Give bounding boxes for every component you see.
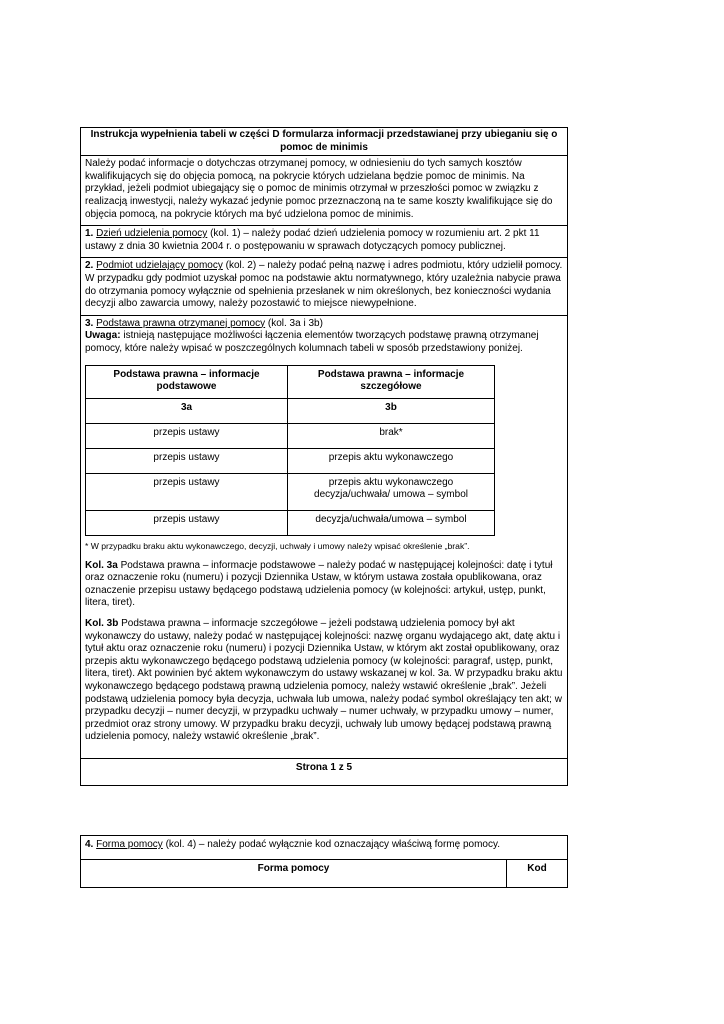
kol-3b-paragraph xyxy=(85,618,563,754)
section-2-paragraph xyxy=(85,260,563,310)
section-4-text: (kol. 4) – należy podać wyłącznie kod oznaczający właściwą formę pomocy. xyxy=(162,839,500,850)
section-1 xyxy=(81,226,567,258)
table-footnote: * W przypadku braku aktu wykonawczego, decyzji, uchwały i umowy należy wpisać określenie „brak”. xyxy=(85,540,470,551)
section-1-text: (kol. 1) – należy podać dzień udzielenia pomocy w rozumieniu art. 2 pkt 11 ustawy z dnia 30 kwietnia 2004 r. o postępowaniu w sprawach dotyczących pomocy publicznej. xyxy=(85,228,540,252)
section-2-number: 2. xyxy=(85,260,94,272)
section-3-heading xyxy=(85,318,563,331)
section-3 xyxy=(81,316,567,759)
table-cell: przepis ustawy xyxy=(86,423,288,448)
section-4 xyxy=(81,836,567,860)
kol-3a-label: Kol. 3a xyxy=(85,559,118,571)
section-2-text: (kol. 2) – należy podać pełną nazwę i adres podmiotu, który udzielił pomocy. W przypadku gdy podmiot uzyskał pomoc na podstawie aktu normatywnego, który uzależnia nabycie prawa do otrzymania pomocy wyłącznie od spełnienia przesłanek w nim określonych, bez konieczności wydania decyzji albo zawarcia umowy, należy pozostawić to miejsce niewypełnione. xyxy=(85,260,563,310)
intro-paragraph xyxy=(81,156,567,226)
section-1-number: 1. xyxy=(85,228,94,240)
table-cell: przepis ustawy xyxy=(86,473,288,510)
table-cell: przepis ustawy xyxy=(86,510,288,535)
page-number: Strona 1 z 5 xyxy=(295,762,353,773)
section-1-paragraph xyxy=(85,228,563,253)
table-cell: przepis ustawy xyxy=(86,448,288,473)
section-2-term: Podmiot udzielający pomocy xyxy=(96,260,223,272)
form-of-aid-header-row xyxy=(81,860,567,887)
column-form-of-aid: Forma pomocy xyxy=(81,860,507,887)
table-header-row xyxy=(86,365,495,398)
kol-3b-text: Podstawa prawna – informacje szczegółowe – jeżeli podstawą udzielenia pomocy był akt wykonawczy do ustawy, należy podać w następującej kolejności: nazwę organu wydającego akt, datę aktu i tytuł aktu oraz oznaczenie roku (numeru) i pozycji Dziennika Ustaw, w którym akt został opublikowany, oraz przepis aktu wykonawczego będącego podstawą udzielenia pomocy (w kolejności: paragraf, ustęp, punkt, litera, tiret). Akt powinien być aktem wykonawczym do ustawy wskazanej w kol. 3a. W przypadku braku aktu wykonawczego będącego podstawą prawną udzielenia pomocy, należy wstawić określenie „brak”. Jeżeli podstawą udzielenia pomocy była decyzja, uchwała lub umowa, należy podać symbol określający ten akt; w przypadku decyzji – numer decyzji, w przypadku uchwały – numer uchwały, w przypadku umowy – numer, przedmiot oraz strony umowy. W przypadku braku decyzji, uchwały lub umowy będącej podstawą prawną udzielenia pomocy, należy wstawić określenie „brak”. xyxy=(85,618,563,743)
section-3-term: Podstawa prawna otrzymanej pomocy xyxy=(96,317,266,329)
header-detailed: Podstawa prawna – informacje szczegółowe xyxy=(288,365,495,398)
table-row xyxy=(86,423,495,448)
table-code-row xyxy=(86,398,495,423)
legal-basis-table xyxy=(85,365,495,536)
table-cell: brak* xyxy=(288,423,495,448)
kol-3b-label: Kol. 3b xyxy=(85,618,119,630)
section-4-term: Forma pomocy xyxy=(96,839,163,850)
code-3a: 3a xyxy=(86,398,288,423)
section-3-note xyxy=(85,330,563,355)
note-text: istnieją następujące możliwości łączenia elementów tworzących podstawę prawną otrzymanej pomocy, które należy wpisać w poszczególnych kolumnach tabeli w sposób przedstawiony poniżej. xyxy=(85,330,539,354)
table-row xyxy=(86,510,495,535)
section-2 xyxy=(81,258,567,315)
table-cell: decyzja/uchwała/umowa – symbol xyxy=(288,510,495,535)
instruction-frame xyxy=(80,127,568,786)
intro-text: Należy podać informacje o dotychczas otrzymanej pomocy, w odniesieniu do tych samych kosztów kwalifikujących się do objęcia pomocą, na pokrycie których udzielana będzie pomoc de minimis. Na przykład, jeżeli podmiot ubiegający się o pomoc de minimis otrzymał w przeszłości pomoc w związku z realizacją inwestycji, należy wykazać jedynie pomoc przeznaczoną na te same koszty kwalifikujące się do objęcia pomocą, na pokrycie których ma być udzielona pomoc de minimis. xyxy=(85,158,553,220)
header-basic: Podstawa prawna – informacje podstawowe xyxy=(86,365,288,398)
section-3-text: (kol. 3a i 3b) xyxy=(265,317,323,329)
section-3-number: 3. xyxy=(85,317,94,329)
table-row xyxy=(86,473,495,510)
kol-3a-text: Podstawa prawna – informacje podstawowe – należy podać w następującej kolejności: datę i tytuł oraz oznaczenie roku (numeru) i pozycji Dziennika Ustaw, w którym ustawa została opublikowana, oraz oznaczenie przepisu ustawy będącego podstawą udzielenia pomocy (w kolejności: artykuł, ustęp, punkt, litera, tiret). xyxy=(85,559,553,609)
kol-3a-paragraph xyxy=(85,560,563,610)
table-cell: przepis aktu wykonawczego decyzja/uchwała/ umowa – symbol xyxy=(288,473,495,510)
note-label: Uwaga: xyxy=(85,330,121,342)
table-row xyxy=(86,448,495,473)
code-3b: 3b xyxy=(288,398,495,423)
instruction-title: Instrukcja wypełnienia tabeli w części D formularza informacji przedstawianej przy ubieganiu się o pomoc de minimis xyxy=(81,128,567,156)
section-1-term: Dzień udzielenia pomocy xyxy=(96,228,208,240)
table-cell: przepis aktu wykonawczego xyxy=(288,448,495,473)
section-4-number: 4. xyxy=(85,839,94,850)
column-code: Kod xyxy=(527,863,547,874)
form-of-aid-frame xyxy=(80,835,568,888)
